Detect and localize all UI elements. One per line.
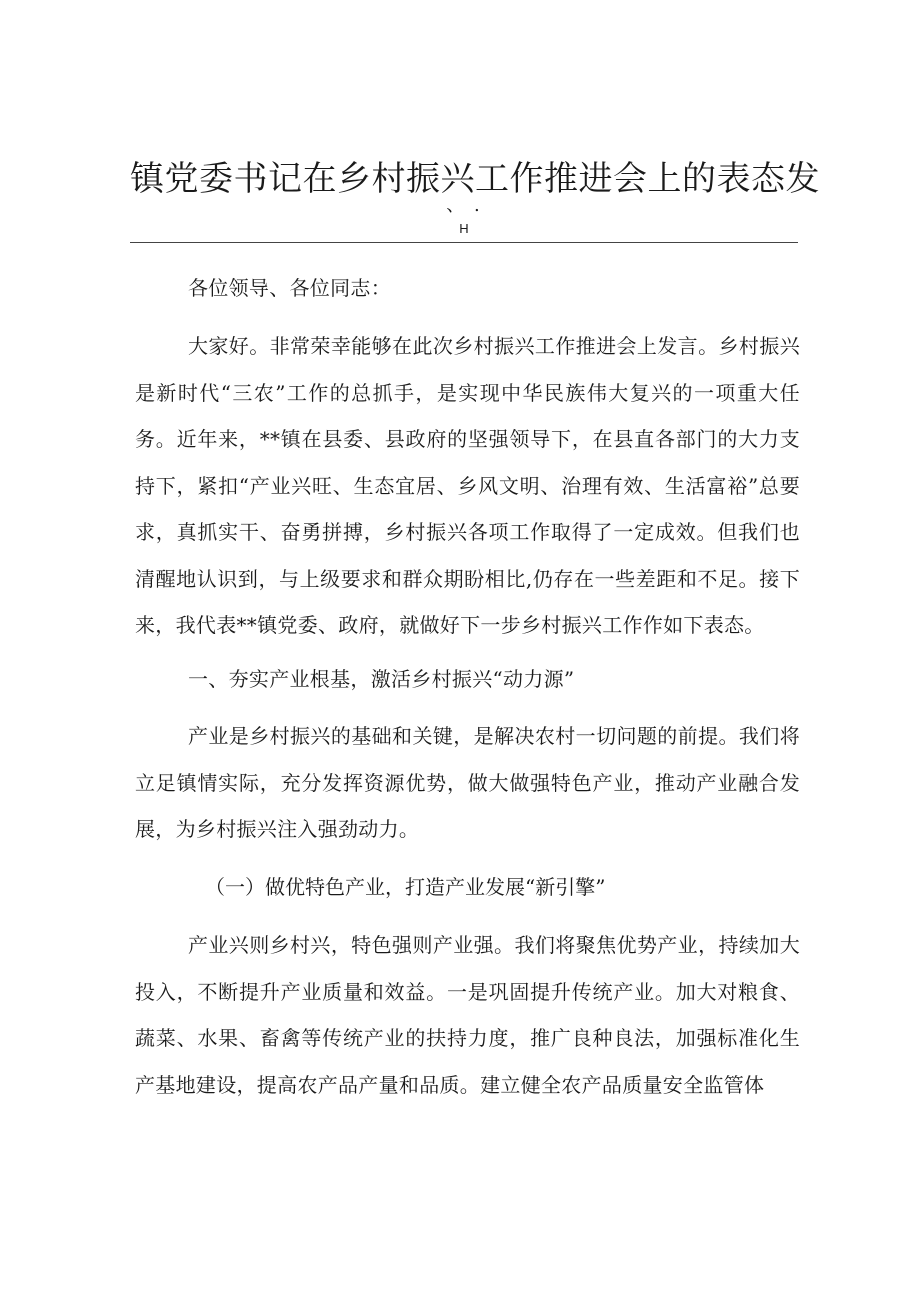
paragraph-text: 大家好。非常荣幸能够在此次乡村振兴工作推进会上发言。乡村振兴是新时代“三农”工作的总抓手，是实现中华民族伟大复兴的一项重大任务。近年来，**镇在县委、县政府的坚强领导下，在县直各部门的大力支持下，紧扣“产业兴旺、生态宜居、乡风文明、治理有效、生活富裕”总要求，真抓实干、奋勇拼搏，乡村振兴各项工作取得了一定成效。但我们也清醒地认识到，与上级要求和群众期盼相比,仍存在一些差距和不足。接下来，我代表**镇党委、政府，就做好下一步乡村振兴工作作如下表态。	[135, 334, 800, 637]
title-continuation: 、 .	[446, 195, 482, 216]
salutation-text: 各位领导、各位同志：	[188, 276, 391, 300]
paragraph-specialty-industry	[135, 922, 800, 1108]
heading-text: 一、夯实产业根基，激活乡村振兴“动力源”	[188, 667, 575, 691]
title-subscript: H	[459, 221, 469, 236]
document-title: 镇党委书记在乡村振兴工作推进会上的表态发	[130, 159, 820, 199]
section-heading-1	[135, 656, 800, 703]
salutation	[135, 265, 800, 312]
paragraph-industry-foundation	[135, 713, 800, 853]
paragraph-opening	[135, 323, 800, 649]
paragraph-text: 产业兴则乡村兴，特色强则产业强。我们将聚焦优势产业，持续加大投入，不断提升产业质量和效益。一是巩固提升传统产业。加大对粮食、蔬菜、水果、畜禽等传统产业的扶持力度，推广良种良法，加强标准化生产基地建设，提高农产品产量和品质。建立健全农产品质量安全监管体	[135, 933, 800, 1097]
paragraph-text: 产业是乡村振兴的基础和关键，是解决农村一切问题的前提。我们将立足镇情实际，充分发挥资源优势，做大做强特色产业，推动产业融合发展，为乡村振兴注入强劲动力。	[135, 724, 800, 841]
title-divider	[130, 242, 798, 243]
subsection-heading-1: （一）做优特色产业，打造产业发展“新引擎”	[205, 875, 606, 899]
